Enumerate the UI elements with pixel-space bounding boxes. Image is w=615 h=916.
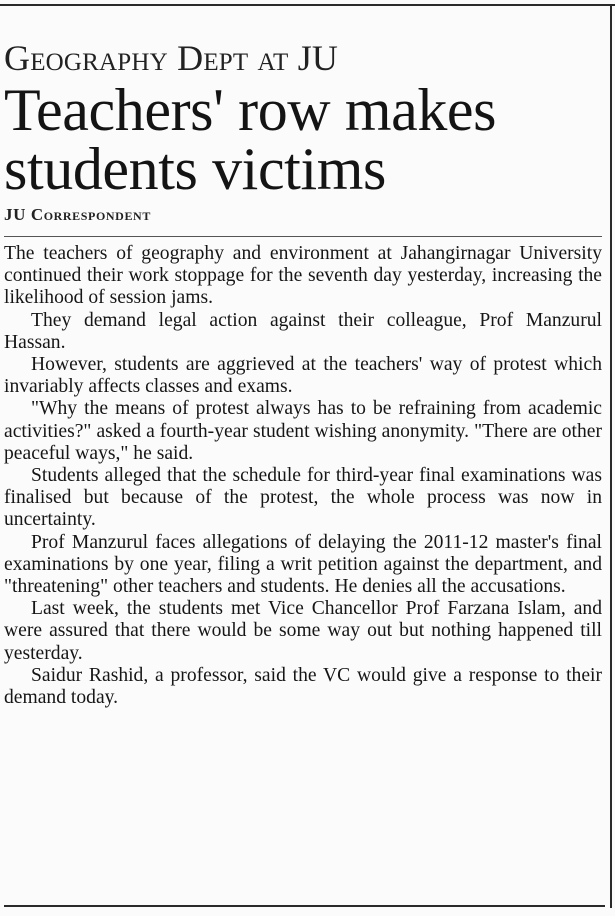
paragraph-2: They demand legal action against their colleague, Prof Manzurul Hassan.	[4, 309, 602, 353]
paragraph-7: Last week, the students met Vice Chancellor Prof Farzana Islam, and were assured that there would be some way out but nothing happened till yesterday.	[4, 598, 602, 664]
paragraph-3: However, students are aggrieved at the teachers' way of protest which invariably affects classes and exams.	[4, 354, 602, 398]
article-kicker: Geography Dept at JU	[4, 38, 339, 78]
article-byline: JU Correspondent	[4, 205, 151, 224]
article-headline: Teachers' row makes students victims	[4, 77, 497, 202]
paragraph-6: Prof Manzurul faces allegations of delaying the 2011-12 master's final examinations by one year, filing a writ petition against the department, and "threatening" other teachers and students. He denies all the accusations.	[4, 531, 602, 598]
right-border-rule	[610, 4, 612, 908]
paragraph-5: Students alleged that the schedule for third-year final examinations was finalised but because of the protest, the whole process was now in uncertainty.	[4, 465, 602, 531]
article	[4, 36, 602, 709]
bottom-border-rule	[4, 905, 605, 907]
byline-divider	[4, 236, 602, 237]
article-body	[4, 243, 602, 709]
paragraph-1: The teachers of geography and environment at Jahangirnagar University continued their work stoppage for the seventh day yesterday, increasing the likelihood of session jams.	[4, 243, 602, 309]
top-border-rule	[0, 4, 615, 6]
paragraph-8: Saidur Rashid, a professor, said the VC would give a response to their demand today.	[4, 664, 602, 709]
paragraph-4: "Why the means of protest always has to be refraining from academic activities?" asked a fourth-year student wishing anonymity. "There are other peaceful ways," he said.	[4, 398, 602, 464]
